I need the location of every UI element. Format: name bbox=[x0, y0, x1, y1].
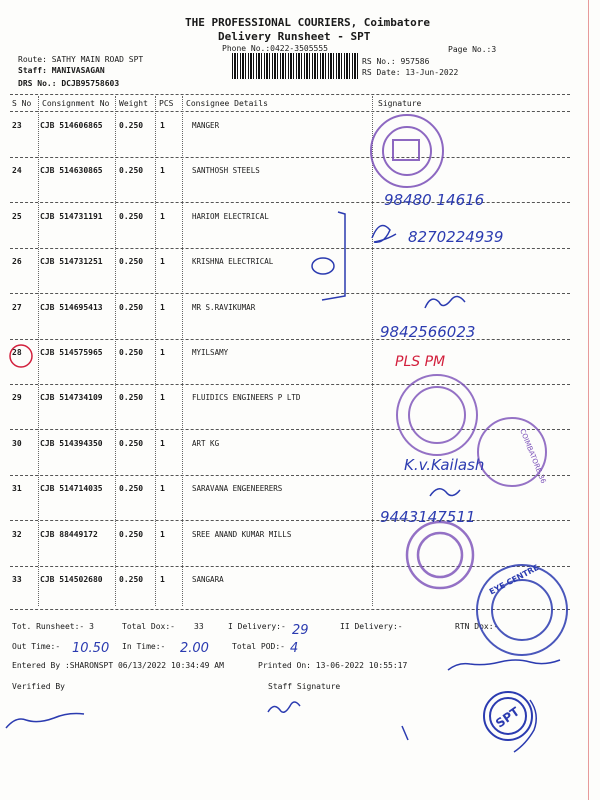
total-runsheet: Tot. Runsheet:- 3 bbox=[12, 622, 94, 631]
handwritten-signature: K.v.Kailash bbox=[404, 456, 485, 474]
row-consignee: SARAVANA ENGENEERERS bbox=[192, 484, 283, 493]
handwritten-phone: 98480 14616 bbox=[384, 191, 485, 209]
col-pcs: PCS bbox=[159, 99, 174, 108]
handwritten-in-time: 2.00 bbox=[180, 641, 209, 656]
row-sno: 31 bbox=[12, 484, 22, 493]
row-sno: 25 bbox=[12, 212, 22, 221]
stamp-text: EYE CENTRE bbox=[487, 562, 541, 597]
row-consignment: CJB 514394350 bbox=[40, 439, 103, 448]
signature-scribble bbox=[6, 714, 84, 729]
total-pod-label: Total POD:- bbox=[232, 642, 285, 651]
row-consignment: CJB 514606865 bbox=[40, 121, 103, 130]
handwritten-phone: 9443147511 bbox=[380, 508, 476, 526]
row-sno: 30 bbox=[12, 439, 22, 448]
row-pcs: 1 bbox=[160, 348, 165, 357]
round-stamp bbox=[371, 115, 443, 187]
total-dox-label: Total Dox:- bbox=[122, 622, 175, 631]
phone-number: Phone No.:0422-3505555 bbox=[222, 44, 328, 53]
row-consignment: CJB 514630865 bbox=[40, 166, 103, 175]
in-time-label: In Time:- bbox=[122, 642, 166, 651]
stamp-text: COIMBATORE-36 bbox=[518, 427, 548, 485]
staff-name: Staff: MANIVASAGAN bbox=[18, 66, 105, 75]
row-weight: 0.250 bbox=[119, 121, 144, 130]
col-weight: Weight bbox=[119, 99, 148, 108]
page-number: Page No.:3 bbox=[448, 45, 497, 54]
row-pcs: 1 bbox=[160, 121, 165, 130]
row-weight: 0.250 bbox=[119, 393, 144, 402]
row-sno: 33 bbox=[12, 575, 22, 584]
signature-scribble bbox=[372, 226, 396, 243]
row-consignment: CJB 514575965 bbox=[40, 348, 103, 357]
row-weight: 0.250 bbox=[119, 257, 144, 266]
signature-scribble bbox=[430, 489, 460, 496]
signature-scribble bbox=[268, 702, 300, 712]
col-consignee: Consignee Details bbox=[186, 99, 268, 108]
row-consignee: SREE ANAND KUMAR MILLS bbox=[192, 530, 292, 539]
red-circle-mark bbox=[10, 345, 32, 367]
stamp-text: SPT bbox=[493, 704, 523, 731]
row-pcs: 1 bbox=[160, 530, 165, 539]
signature-scribble bbox=[448, 660, 560, 670]
bracket-mark bbox=[322, 212, 345, 300]
row-pcs: 1 bbox=[160, 212, 165, 221]
i-delivery-label: I Delivery:- bbox=[228, 622, 286, 631]
row-weight: 0.250 bbox=[119, 575, 144, 584]
row-consignment: CJB 514731191 bbox=[40, 212, 103, 221]
mills-stamp bbox=[407, 522, 473, 588]
rtn-dox-label: RTN Dox:- bbox=[455, 622, 499, 631]
row-weight: 0.250 bbox=[119, 484, 144, 493]
row-pcs: 1 bbox=[160, 257, 165, 266]
row-consignee: SANGARA bbox=[192, 575, 224, 584]
row-sno: 26 bbox=[12, 257, 22, 266]
row-pcs: 1 bbox=[160, 303, 165, 312]
row-pcs: 1 bbox=[160, 166, 165, 175]
row-pcs: 1 bbox=[160, 439, 165, 448]
row-sno: 24 bbox=[12, 166, 22, 175]
staff-signature-label: Staff Signature bbox=[268, 682, 341, 691]
row-weight: 0.250 bbox=[119, 303, 144, 312]
handwritten-phone: 8270224939 bbox=[408, 228, 504, 246]
verified-by-label: Verified By bbox=[12, 682, 65, 691]
row-sno: 23 bbox=[12, 121, 22, 130]
handwritten-total-pod: 4 bbox=[290, 641, 299, 656]
col-signature: Signature bbox=[378, 99, 422, 108]
rs-date: RS Date: 13-Jun-2022 bbox=[362, 68, 459, 77]
row-sno: 29 bbox=[12, 393, 22, 402]
row-sno: 27 bbox=[12, 303, 22, 312]
row-consignment: CJB 514714035 bbox=[40, 484, 103, 493]
row-consignee: SANTHOSH STEELS bbox=[192, 166, 260, 175]
row-weight: 0.250 bbox=[119, 348, 144, 357]
row-weight: 0.250 bbox=[119, 439, 144, 448]
entered-by: Entered By :SHARONSPT 06/13/2022 10:34:49 AM bbox=[12, 661, 224, 670]
circled-mark bbox=[312, 258, 334, 274]
document-title: Delivery Runsheet - SPT bbox=[218, 30, 371, 43]
printed-on: Printed On: 13-06-2022 10:55:17 bbox=[258, 661, 408, 670]
row-consignment: CJB 514695413 bbox=[40, 303, 103, 312]
row-weight: 0.250 bbox=[119, 530, 144, 539]
row-weight: 0.250 bbox=[119, 212, 144, 221]
company-name: THE PROFESSIONAL COURIERS, Coimbatore bbox=[185, 16, 431, 29]
row-consignee: MANGER bbox=[192, 121, 220, 130]
row-consignee: ART KG bbox=[192, 439, 220, 448]
col-sno: S No bbox=[12, 99, 32, 108]
ii-delivery-label: II Delivery:- bbox=[340, 622, 403, 631]
row-consignment: CJB 88449172 bbox=[40, 530, 98, 539]
row-pcs: 1 bbox=[160, 393, 165, 402]
row-consignee: MYILSAMY bbox=[192, 348, 229, 357]
row-pcs: 1 bbox=[160, 484, 165, 493]
route: Route: SATHY MAIN ROAD SPT bbox=[18, 55, 144, 64]
handwritten-note: PLS PM bbox=[395, 354, 446, 370]
row-sno: 28 bbox=[12, 348, 22, 357]
drs-number: DRS No.: DCJB95758603 bbox=[18, 79, 120, 88]
row-consignment: CJB 514502680 bbox=[40, 575, 103, 584]
row-consignee: KRISHNA ELECTRICAL bbox=[192, 257, 274, 266]
handwritten-phone: 9842566023 bbox=[380, 323, 476, 341]
row-consignee: MR S.RAVIKUMAR bbox=[192, 303, 256, 312]
row-sno: 32 bbox=[12, 530, 22, 539]
row-consignment: CJB 514734109 bbox=[40, 393, 103, 402]
tick-mark bbox=[402, 726, 408, 740]
handwritten-out-time: 10.50 bbox=[72, 641, 110, 656]
out-time-label: Out Time:- bbox=[12, 642, 61, 651]
row-weight: 0.250 bbox=[119, 166, 144, 175]
total-dox-value: 33 bbox=[194, 622, 204, 631]
row-consignee: FLUIDICS ENGINEERS P LTD bbox=[192, 393, 301, 402]
row-pcs: 1 bbox=[160, 575, 165, 584]
col-consignment: Consignment No bbox=[42, 99, 110, 108]
row-consignment: CJB 514731251 bbox=[40, 257, 103, 266]
signature-scribble bbox=[425, 296, 465, 308]
row-consignee: HARIOM ELECTRICAL bbox=[192, 212, 269, 221]
rs-number: RS No.: 957586 bbox=[362, 57, 430, 66]
handwritten-i-delivery: 29 bbox=[292, 623, 309, 638]
